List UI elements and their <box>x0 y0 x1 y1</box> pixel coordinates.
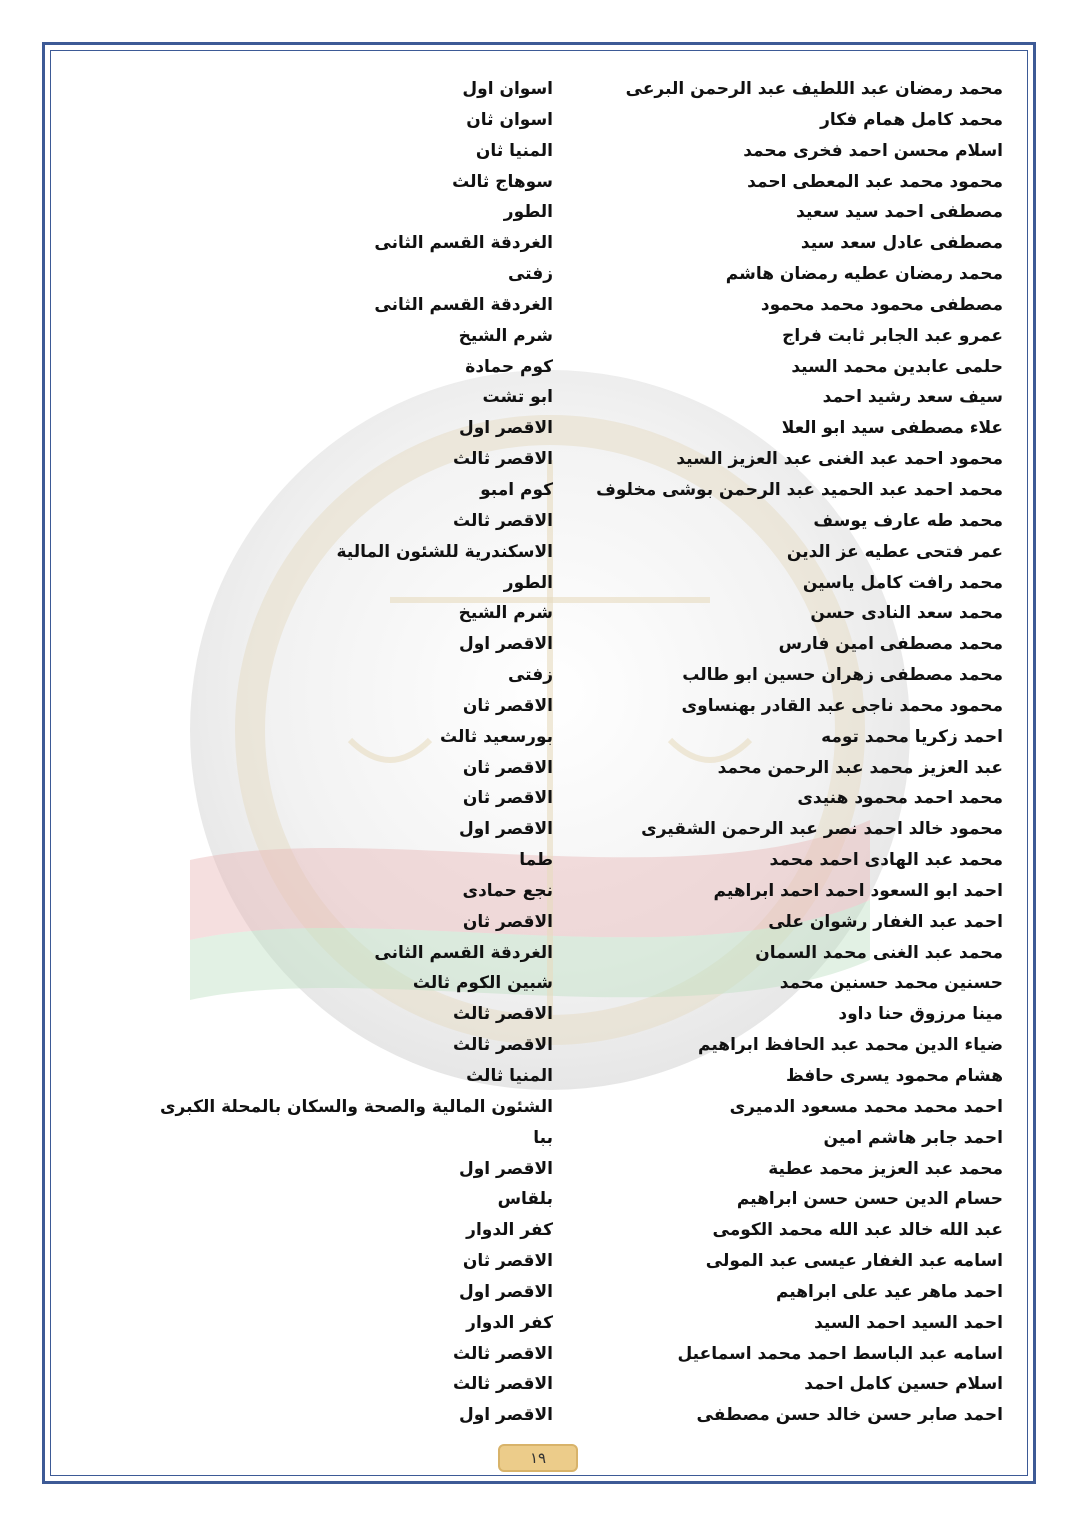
person-name: مصطفى عادل سعد سيد <box>800 233 1003 254</box>
assignment-location: الشئون المالية والصحة والسكان بالمحلة الكبرى <box>159 1096 553 1117</box>
list-item <box>0 197 1080 228</box>
person-name: محمود احمد عبد الغنى عبد العزيز السيد <box>676 449 1003 470</box>
assignment-location: الاقصر اول <box>458 1281 553 1302</box>
person-name: محمد عبد العزيز محمد عطية <box>768 1158 1003 1179</box>
list-item <box>0 1369 1080 1400</box>
person-name: علاء مصطفى سيد ابو العلا <box>781 418 1003 439</box>
list-item <box>0 167 1080 198</box>
assignment-location: الاقصر ثان <box>462 695 553 716</box>
list-item <box>0 105 1080 136</box>
list-item <box>0 1277 1080 1308</box>
assignment-location: الاقصر ثالث <box>452 1004 553 1025</box>
list-item <box>0 845 1080 876</box>
assignment-location: الاقصر ثان <box>462 757 553 778</box>
assignment-location: الاقصر ثالث <box>452 1374 553 1395</box>
person-name: احمد السيد احمد السيد <box>814 1312 1003 1333</box>
assignment-location: الغردقة القسم الثانى <box>374 233 553 254</box>
person-name: محمد مصطفى امين فارس <box>778 634 1003 655</box>
assignment-location: زفتى <box>507 665 553 686</box>
person-name: احمد ابو السعود احمد احمد ابراهيم <box>713 880 1003 901</box>
assignment-location: نجع حمادى <box>462 880 553 901</box>
person-name: حسنين محمد حسنين محمد <box>779 973 1003 994</box>
list-item <box>0 1030 1080 1061</box>
person-name: احمد ماهر عيد على ابراهيم <box>775 1281 1003 1302</box>
person-name: احمد صابر حسن خالد حسن مصطفى <box>696 1405 1003 1426</box>
list-item <box>0 1246 1080 1277</box>
person-name: احمد محمد محمد مسعود الدميرى <box>729 1096 1003 1117</box>
assignment-location: شرم الشيخ <box>458 603 553 624</box>
list-item <box>0 259 1080 290</box>
assignment-location: الغردقة القسم الثانى <box>374 294 553 315</box>
person-name: احمد جابر هاشم امين <box>823 1127 1003 1148</box>
assignment-location: سوهاج ثالث <box>452 171 553 192</box>
list-item <box>0 722 1080 753</box>
assignment-location: الاقصر اول <box>458 819 553 840</box>
list-item <box>0 1092 1080 1123</box>
list-item <box>0 382 1080 413</box>
list-item <box>0 444 1080 475</box>
assignment-location: طما <box>519 850 553 871</box>
list-item <box>0 783 1080 814</box>
list-item <box>0 352 1080 383</box>
list-item <box>0 753 1080 784</box>
names-list <box>0 74 1080 1431</box>
person-name: محمد رمضان عطيه رمضان هاشم <box>725 264 1003 285</box>
person-name: احمد عبد الغفار رشوان على <box>768 911 1003 932</box>
person-name: هشام محمود يسرى حافظ <box>785 1066 1003 1086</box>
assignment-location: بلقاس <box>497 1189 553 1210</box>
list-item <box>0 814 1080 845</box>
assignment-location: بورسعيد ثالث <box>440 726 553 747</box>
assignment-location: الاقصر ثالث <box>452 1343 553 1364</box>
assignment-location: الاقصر ثان <box>462 911 553 932</box>
assignment-location: الاقصر اول <box>458 418 553 439</box>
person-name: عمرو عبد الجابر ثابت فراج <box>782 325 1003 346</box>
person-name: محمد سعد النادى حسن <box>810 603 1003 624</box>
list-item <box>0 1339 1080 1370</box>
assignment-location: زفتى <box>507 264 553 285</box>
assignment-location: الاسكندرية للشئون المالية <box>336 541 553 562</box>
list-item <box>0 598 1080 629</box>
person-name: اسلام محسن احمد فخرى محمد <box>743 140 1003 161</box>
assignment-location: الاقصر اول <box>458 1405 553 1426</box>
person-name: محمد رمضان عبد اللطيف عبد الرحمن البرعى <box>625 79 1003 99</box>
person-name: اسلام حسين كامل احمد <box>804 1374 1003 1395</box>
list-item <box>0 691 1080 722</box>
person-name: مصطفى احمد سيد سعيد <box>796 202 1003 223</box>
person-name: محمود محمد عبد المعطى احمد <box>747 171 1003 192</box>
page-number: ١٩ <box>498 1444 578 1472</box>
assignment-location: اسوان اول <box>462 79 553 99</box>
person-name: سيف سعد رشيد احمد <box>822 387 1003 408</box>
list-item <box>0 938 1080 969</box>
assignment-location: اسوان ثان <box>466 109 553 130</box>
person-name: مصطفى محمود محمد محمود <box>760 294 1003 315</box>
assignment-location: الاقصر ثالث <box>452 510 553 531</box>
person-name: عمر فتحى عطيه عز الدين <box>786 541 1003 562</box>
assignment-location: الاقصر ثان <box>462 1251 553 1272</box>
person-name: محمد كامل همام فكار <box>820 109 1003 130</box>
assignment-location: الاقصر ثالث <box>452 1035 553 1056</box>
person-name: محمد عبد الغنى محمد السمان <box>755 942 1003 963</box>
assignment-location: كفر الدوار <box>466 1220 553 1241</box>
assignment-location: شبين الكوم ثالث <box>412 973 553 994</box>
assignment-location: الغردقة القسم الثانى <box>374 942 553 963</box>
person-name: محمد مصطفى زهران حسين ابو طالب <box>682 665 1003 686</box>
person-name: مينا مرزوق حنا داود <box>838 1004 1003 1025</box>
list-item <box>0 1184 1080 1215</box>
list-item <box>0 74 1080 105</box>
person-name: محمد احمد محمود هنيدى <box>797 788 1003 809</box>
assignment-location: الطور <box>503 202 553 223</box>
assignment-location: ابو تشت <box>482 387 553 408</box>
person-name: حسام الدين حسن حسن ابراهيم <box>736 1189 1003 1210</box>
assignment-location: الاقصر ثالث <box>452 449 553 470</box>
assignment-location: الاقصر ثان <box>462 788 553 809</box>
person-name: محمود خالد احمد نصر عبد الرحمن الشقيرى <box>641 819 1003 840</box>
person-name: احمد زكريا محمد تومه <box>821 726 1003 747</box>
list-item <box>0 907 1080 938</box>
list-item <box>0 876 1080 907</box>
list-item <box>0 1154 1080 1185</box>
person-name: محمود محمد ناجى عبد القادر بهنساوى <box>681 695 1003 716</box>
list-item <box>0 413 1080 444</box>
person-name: عبد العزيز محمد عبد الرحمن محمد <box>717 757 1003 778</box>
assignment-location: المنيا ثالث <box>466 1066 553 1086</box>
list-item <box>0 660 1080 691</box>
assignment-location: الاقصر اول <box>458 634 553 655</box>
assignment-location: كوم امبو <box>480 479 553 500</box>
list-item <box>0 568 1080 599</box>
person-name: ضياء الدين محمد عبد الحافظ ابراهيم <box>698 1035 1003 1056</box>
assignment-location: المنيا ثان <box>475 140 553 161</box>
list-item <box>0 1400 1080 1431</box>
person-name: محمد احمد عبد الحميد عبد الرحمن بوشى مخلوف <box>596 479 1003 500</box>
assignment-location: الطور <box>503 572 553 593</box>
list-item <box>0 999 1080 1030</box>
assignment-location: شرم الشيخ <box>458 325 553 346</box>
list-item <box>0 537 1080 568</box>
list-item <box>0 321 1080 352</box>
list-item <box>0 506 1080 537</box>
list-item <box>0 475 1080 506</box>
person-name: اسامه عبد الغفار عيسى عبد المولى <box>705 1251 1003 1272</box>
person-name: اسامه عبد الباسط احمد محمد اسماعيل <box>677 1343 1003 1364</box>
person-name: حلمى عابدين محمد السيد <box>791 356 1003 377</box>
list-item <box>0 228 1080 259</box>
person-name: محمد طه عارف يوسف <box>813 510 1003 531</box>
list-item <box>0 1308 1080 1339</box>
person-name: محمد رافت كامل ياسين <box>802 572 1003 593</box>
assignment-location: كفر الدوار <box>466 1312 553 1333</box>
list-item <box>0 1061 1080 1092</box>
list-item <box>0 1215 1080 1246</box>
person-name: عبد الله خالد عبد الله محمد الكومى <box>712 1220 1003 1241</box>
assignment-location: الاقصر اول <box>458 1158 553 1179</box>
person-name: محمد عبد الهادى احمد محمد <box>769 850 1003 871</box>
list-item <box>0 968 1080 999</box>
list-item <box>0 136 1080 167</box>
list-item <box>0 290 1080 321</box>
assignment-location: كوم حمادة <box>465 356 553 377</box>
list-item <box>0 1123 1080 1154</box>
assignment-location: ببا <box>533 1127 553 1148</box>
list-item <box>0 629 1080 660</box>
